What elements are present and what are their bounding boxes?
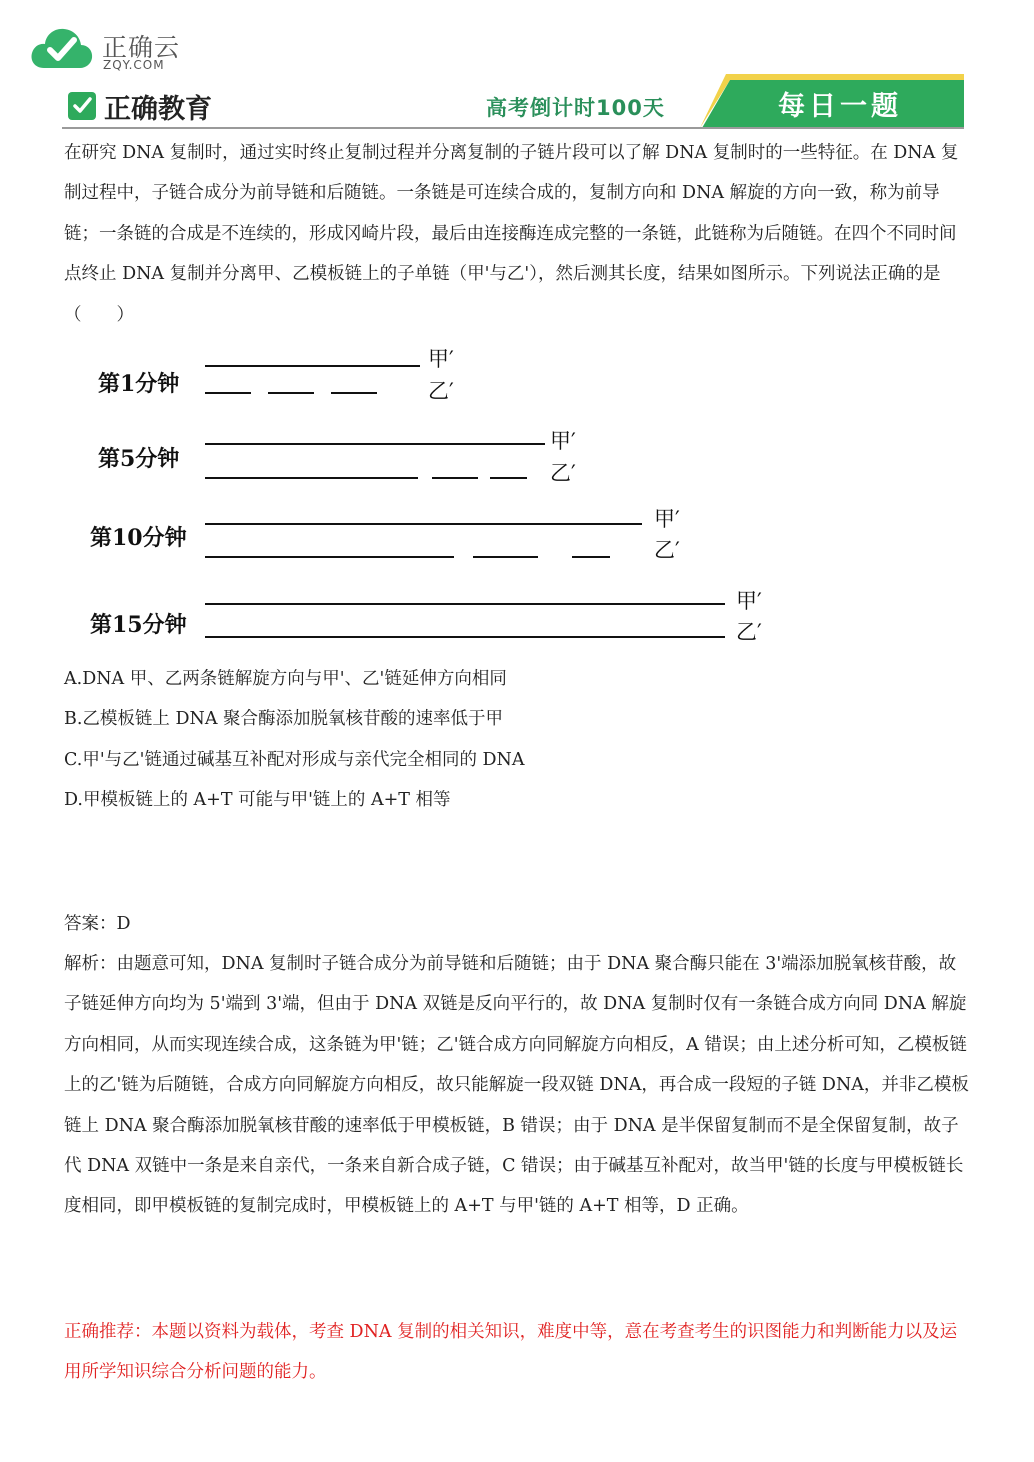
option-c: C.甲'与乙'链通过碱基互补配对形成与亲代完全相同的 DNA <box>64 750 525 770</box>
strand-tag: 乙′ <box>550 461 576 485</box>
option-b: B.乙模板链上 DNA 聚合酶添加脱氧核苷酸的速率低于甲 <box>64 709 504 729</box>
strand-tag: 甲′ <box>428 347 454 371</box>
recommendation-text: 正确推荐：本题以资料为载体，考查 DNA 复制的相关知识，难度中等，意在考查考生的识图能力和判断能力以及运用所学知识综合分析问题的能力。 <box>64 1322 958 1383</box>
row-label: 第15分钟 <box>90 612 187 638</box>
strand-tag: 乙′ <box>736 620 762 644</box>
option-a: A.DNA 甲、乙两条链解旋方向与甲'、乙'链延伸方向相同 <box>64 669 507 689</box>
row-label: 第5分钟 <box>98 446 180 472</box>
checkbox-icon <box>68 92 96 120</box>
question-text: 在研究 DNA 复制时，通过实时终止复制过程并分离复制的子链片段可以了解 DNA 复制时的一些特征。在 DNA 复制过程中，子链合成分为前导链和后随链。一条链是可连续合成的，复制方向和 DNA 解旋的方向一致，称为前导链；一条链的合成是不连续的，形成冈崎片段，最后由连接酶连成完整的一条链，此链称为后随链。在四个不同时间点终止 DNA 复制并分离甲、乙模板链上的子单链（甲'与乙'），然后测其长度，结果如图所示。下列说法正确的是（ ） <box>64 143 959 325</box>
option-d: D.甲模板链上的 A+T 可能与甲'链上的 A+T 相等 <box>64 790 451 810</box>
banner-title: 每日一题 <box>778 91 902 122</box>
strand-tag: 乙′ <box>654 538 680 562</box>
explanation-text: 解析：由题意可知，DNA 复制时子链合成分为前导链和后随链；由于 DNA 聚合酶只能在 3'端添加脱氧核苷酸，故子链延伸方向均为 5'端到 3'端，但由于 DNA 双链是反向平行的，故 DNA 复制时仅有一条链合成方向同 DNA 解旋方向相同，从而实现连续合成，这条链为甲'链；乙'链合成方向同解旋方向相反，A 错误；由上述分析可知，乙模板链上的乙'链为后随链，合成方向同解旋方向相反，故只能解旋一段双链 DNA，再合成一段短的子链 DNA，并非乙模板链上 DNA 聚合酶添加脱氧核苷酸的速率低于甲模板链，B 错误；由于 DNA 是半保留复制而不是全保留复制，故子代 DNA 双链中一条是来自亲代，一条来自新合成子链，C 错误；由于碱基互补配对，故当甲'链的长度与甲模板链长度相同，即甲模板链的复制完成时，甲模板链上的 A+T 与甲'链的 A+T 相等，D 正确。 <box>64 954 969 1217</box>
zqy-logo <box>30 22 230 78</box>
strand-tag: 甲′ <box>736 589 762 613</box>
logo-sub: ZQY.COM <box>103 58 165 72</box>
header-divider <box>62 127 964 129</box>
row-label: 第10分钟 <box>90 525 187 551</box>
countdown-text: 高考倒计时100天 <box>486 96 665 120</box>
answer-text: 答案：D <box>64 914 131 934</box>
cloud-check-icon <box>30 26 94 70</box>
logo-name: 正确云 <box>102 33 181 62</box>
replication-diagram <box>80 340 800 650</box>
brand-title: 正确教育 <box>104 93 212 125</box>
brand <box>68 86 212 126</box>
strand-tag: 甲′ <box>550 429 576 453</box>
strand-tag: 甲′ <box>654 507 680 531</box>
strand-tag: 乙′ <box>428 379 454 403</box>
row-label: 第1分钟 <box>98 371 180 397</box>
